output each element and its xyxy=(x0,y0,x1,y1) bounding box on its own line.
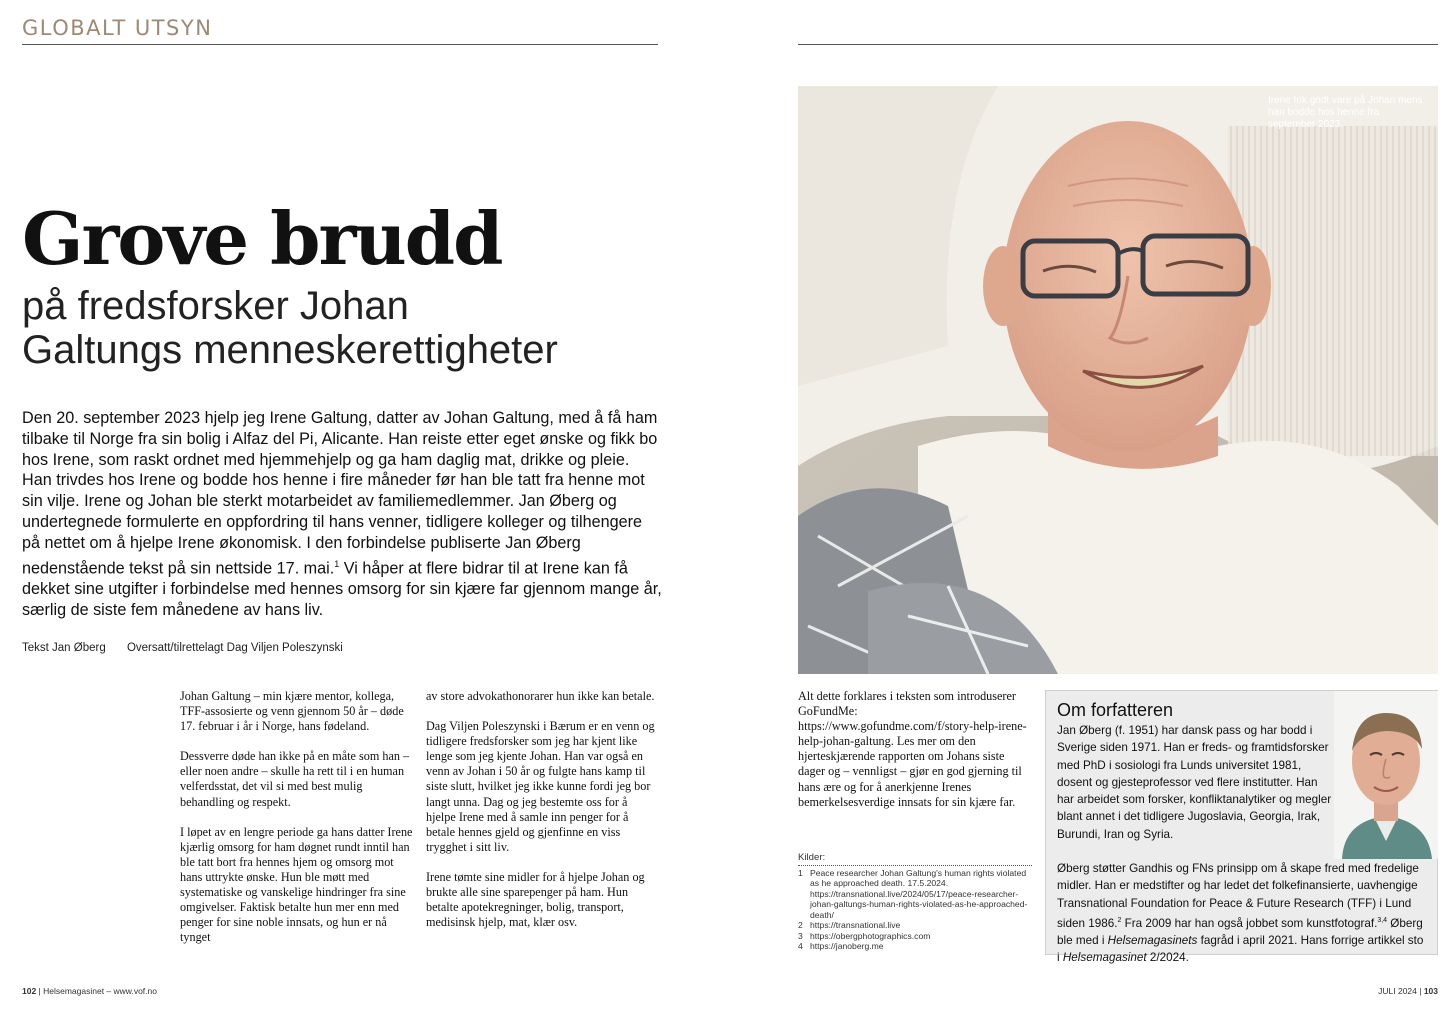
footer-left: 102 | Helsemagasinet – www.vof.no xyxy=(22,986,157,996)
source-item xyxy=(798,931,1032,942)
section-label: GLOBALT UTSYN xyxy=(22,16,213,40)
subheadline-line-1: på fredsforsker Johan xyxy=(22,284,409,328)
lede-text-1: Den 20. september 2023 hjelp jeg Irene Galtung, datter av Johan Galtung, med å få ham tilbake til Norge fra sin bolig i Alfaz del Pi, Alicante. Han reiste etter eget ønske og fikk bo hos Irene, som raskt ordnet med hjemmehjelp og ga ham daglig mat, drikke og pleie. Han trivdes hos Irene og bodde hos henne i fire måneder før han ble tatt fra henne mot sin vilje. Irene og Johan ble sterkt motarbeidet av familiemedlemmer. Jan Øberg og undertegnede formulerte en oppfordring til hans venner, tidligere kolleger og tilhengere på nettet om å hjelpe Irene økonomisk. I den forbindelse publiserte Jan Øberg nedenstående tekst på sin nettside 17. mai. xyxy=(22,409,658,577)
source-number: 2 xyxy=(798,920,803,930)
author-bio xyxy=(1057,722,1429,967)
footer-issue-date: JULI 2024 xyxy=(1378,986,1417,996)
portrait-photo xyxy=(798,86,1438,674)
author-bio-text: Fra 2009 har han også jobbet som kunstfotograf. xyxy=(1121,916,1378,930)
author-bio-text: fagråd i april 2021. Hans forrige artikkel sto i xyxy=(1057,934,1424,965)
header-rule-right xyxy=(798,44,1438,45)
article-subheadline xyxy=(22,284,662,372)
body-column-1 xyxy=(180,689,414,960)
source-text: https://janoberg.me xyxy=(810,941,884,951)
page-number-left: 102 xyxy=(22,986,37,996)
source-item xyxy=(798,868,1032,921)
lede-text-2: Vi håper at flere bidrar til at Irene kan få dekket sine utgifter i forbindelse med hennes omsorg for sin kjære far gjennom mange år, særlig de siste fem månedene av hans liv. xyxy=(22,558,662,619)
body-paragraph: Irene tømte sine midler for å hjelpe Johan og brukte alle sine sparepenger på ham. Hun betalte apotekregninger, bolig, transport, medisinsk hjelp, mat, klær osv. xyxy=(426,869,645,930)
article-headline: Grove brudd xyxy=(22,196,502,281)
source-item xyxy=(798,941,1032,952)
body-paragraph: Dessverre døde han ikke på en måte som han – eller noen andre – skulle ha rett til i en human velferdsstat, det vil si med best mulig behandling og respekt. xyxy=(180,749,410,809)
byline-author: Tekst Jan Øberg xyxy=(22,642,106,654)
page-number-right: 103 xyxy=(1423,986,1438,996)
source-item xyxy=(798,920,1032,931)
article-lede xyxy=(22,408,662,620)
footer-right: JULI 2024 | 103 xyxy=(1378,986,1438,996)
sources-title: Kilder: xyxy=(798,853,1032,866)
body-paragraph: I løpet av en lengre periode ga hans datter Irene kjærlig omsorg for ham døgnet rundt inntil han ble tatt bort fra hennes hjem og omsorg mot hans uttrykte ønske. Hun ble møtt med systematiske og vanskelige hindringer fra sine omgivelser. Faktisk betalte hun mer enn med penger for sine noble innsats, og hun er nå tynget xyxy=(180,824,413,945)
portrait-photo-illustration xyxy=(798,86,1438,674)
source-number: 3 xyxy=(798,930,803,941)
magazine-name: Helsemagasinets xyxy=(1107,934,1198,948)
author-bio-text: Øberg støtter Gandhis og FNs prinsipp om å skape fred med fredelige midler. Han er medstifter og har ledet det folkefinansierte, uavhengige Transnational Foundation for Peace & Future Research (TFF) i Lund siden 1986. xyxy=(1057,862,1419,930)
footnote-ref-2: 2 xyxy=(1117,916,1122,924)
author-bio-text: Øberg ble med i xyxy=(1057,916,1423,948)
subheadline-line-2: Galtungs menneskerettigheter xyxy=(22,328,558,372)
footnote-ref-1: 1 xyxy=(334,558,340,569)
body-paragraph: Alt dette forklares i teksten som introduserer GoFundMe: https://www.gofundme.com/f/story-help-irene-help-johan-galtung. Les mer om den hjerteskjærende rapporten om Johans siste dager og – vennligst – gjør en god gjerning til hans ære og for å anerkjenne Irenes bemerkelsesverdige innsats for sin kjære far. xyxy=(798,689,1027,809)
photo-caption: Irene tok godt vare på Johan mens han bodde hos henne fra september 2023. xyxy=(1268,95,1423,130)
source-text: Peace researcher Johan Galtung's human rights violated as he approached death. 17.5.2024. https://transnational.live/2024/05/17/peace-researcher-johan-galtungs-human-rights-violated-as-he-approached-death/ xyxy=(810,867,1028,920)
author-bio-text: 2/2024. xyxy=(1146,951,1189,965)
footnote-ref-3-4: 3,4 xyxy=(1377,916,1388,924)
source-text: https://transnational.live xyxy=(810,920,901,930)
author-box-title: Om forfatteren xyxy=(1057,700,1174,720)
sources-list xyxy=(798,853,1032,952)
magazine-name: Helsemagasinet xyxy=(1062,951,1147,965)
header-rule-left xyxy=(22,44,658,45)
body-paragraph: av store advokathonorarer hun ikke kan betale. xyxy=(426,689,655,703)
footer-publication: Helsemagasinet – www.vof.no xyxy=(43,986,157,996)
body-column-2 xyxy=(426,689,660,945)
author-bio-paragraph-1: Jan Øberg (f. 1951) har dansk pass og har bodd i Sverige siden 1971. Han er freds- og framtidsforsker med PhD i sosiologi fra Lunds universitet 1981, dosent og gjesteprofessor ved flere institutter. Han har arbeidet som forsker, konfliktanalytiker og megler blant annet i det tidligere Jugoslavia, Georgia, Irak, Burundi, Iran og Syria. xyxy=(1057,724,1332,841)
author-box xyxy=(1045,690,1438,965)
body-column-3 xyxy=(798,689,1034,825)
source-text: https://obergphotographics.com xyxy=(810,930,931,941)
source-number: 1 xyxy=(798,867,803,878)
body-paragraph: Johan Galtung – min kjære mentor, kollega, TFF-assosierte og venn gjennom 50 år – døde 17. februar i år i Norge, hans fødeland. xyxy=(180,689,404,734)
byline xyxy=(22,642,361,654)
author-bio-paragraph-2 xyxy=(1057,860,1429,967)
byline-translator: Oversatt/tilrettelagt Dag Viljen Poleszynski xyxy=(126,642,343,654)
source-number: 4 xyxy=(798,941,803,951)
body-paragraph: Dag Viljen Poleszynski i Bærum er en venn og tidligere fredsforsker som jeg har kjent like lenge som jeg kjente Johan. Han var også en venn av Johan i 50 år og fulgte hans kamp til siste slutt, hvilket jeg ikke kunne fordi jeg bor langt unna. Dag og jeg bestemte oss for å hjelpe Irene med å samle inn penger for å betale hennes gjeld og gjenfinne en viss trygghet i sitt liv. xyxy=(426,719,655,854)
